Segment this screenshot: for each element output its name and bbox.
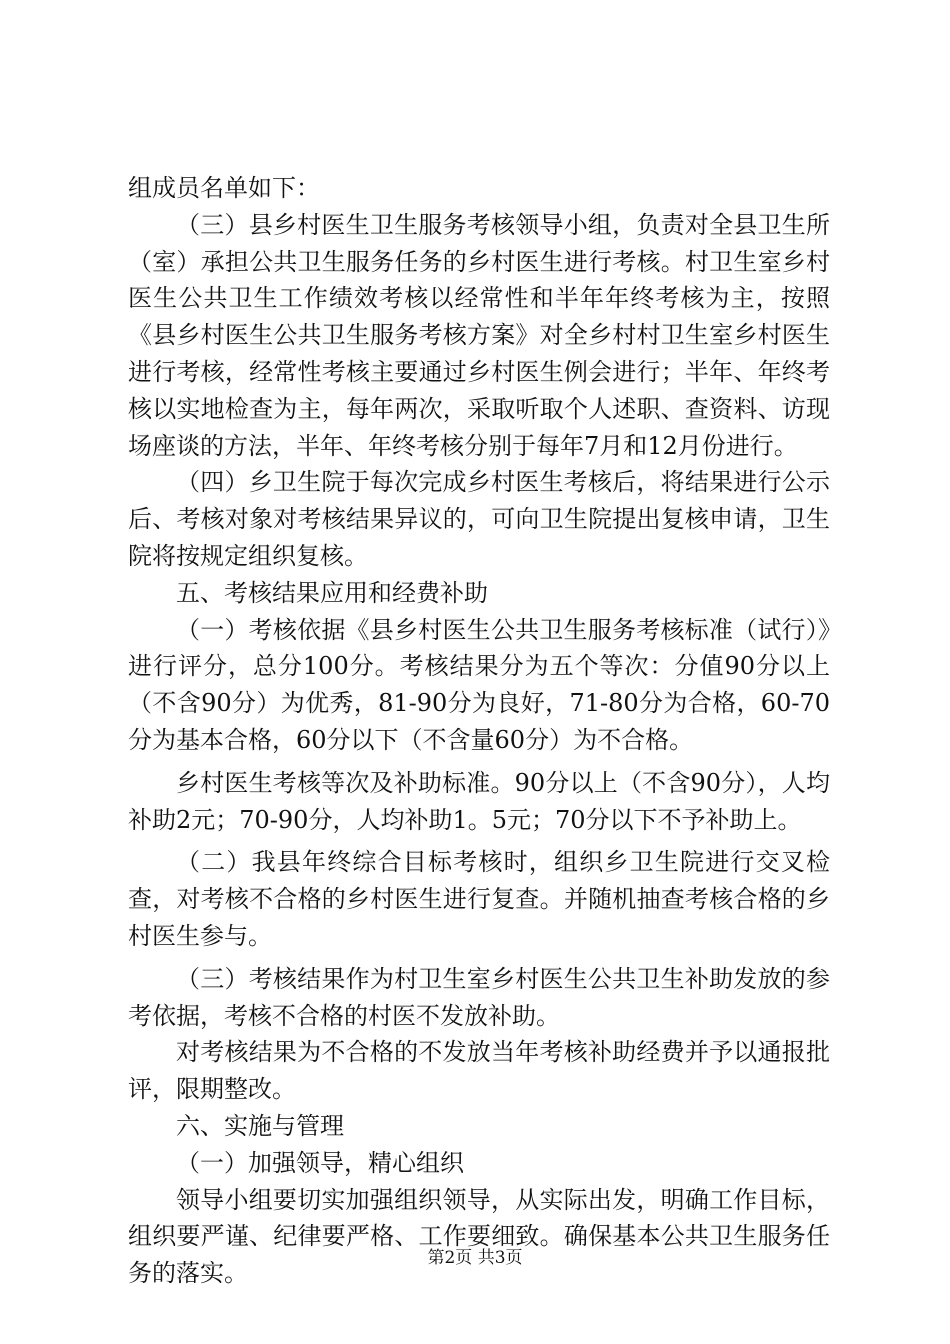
subheading-1-leadership: （一）加强领导，精心组织 bbox=[176, 1148, 464, 1177]
paragraph-subsidy-standard: 乡村医生考核等次及补助标准。90分以上（不含90分），人均补助2元；70-90分，人均补助1。5元；70分以下不予补助上。 bbox=[128, 768, 830, 834]
paragraph-failed-handling: 对考核结果为不合格的不发放当年考核补助经费并予以通报批评，限期整改。 bbox=[128, 1038, 830, 1104]
section-heading-5: 五、考核结果应用和经费补助 bbox=[176, 578, 488, 607]
page-footer: 第2页 共3页 bbox=[427, 1248, 523, 1268]
paragraph-item-2-cross-check: （二）我县年终综合目标考核时，组织乡卫生院进行交叉检查，对考核不合格的乡村医生进行复查。并随机抽查考核合格的乡村医生参与。 bbox=[128, 848, 830, 950]
paragraph-leadership-requirements: 领导小组要切实加强组织领导，从实际出发，明确工作目标，组织要严谨、纪律要严格、工作要细致。确保基本公共卫生服务任务的落实。 bbox=[128, 1185, 830, 1288]
paragraph-continuation: 组成员名单如下： bbox=[128, 174, 320, 202]
paragraph-item-1-scoring: （一）考核依据《县乡村医生公共卫生服务考核标准（试行）》进行评分，总分100分。考核结果分为五个等次：分值90分以上（不含90分）为优秀，81-90分为良好，71-80分为合格，60-70分为基本合格，60分以下（不含量60分）为不合格。 bbox=[128, 615, 830, 754]
paragraph-item-4-review: （四）乡卫生院于每次完成乡村医生考核后，将结果进行公示后、考核对象对考核结果异议的，可向卫生院提出复核申请，卫生院将按规定组织复核。 bbox=[128, 468, 830, 570]
paragraph-item-3-results-usage: （三）考核结果作为村卫生室乡村医生公共卫生补助发放的参考依据，考核不合格的村医不发放补助。 bbox=[128, 964, 830, 1030]
paragraph-item-3-leadership-group: （三）县乡村医生卫生服务考核领导小组，负责对全县卫生所（室）承担公共卫生服务任务的乡村医生进行考核。村卫生室乡村医生公共卫生工作绩效考核以经常性和半年年终考核为主，按照《县乡村医生公共卫生服务考核方案》对全乡村村卫生室乡村医生进行考核，经常性考核主要通过乡村医生例会进行；半年、年终考核以实地检查为主，每年两次，采取听取个人述职、查资料、访现场座谈的方法，半年、年终考核分别于每年7月和12月份进行。 bbox=[128, 210, 830, 460]
section-heading-6: 六、实施与管理 bbox=[176, 1111, 344, 1140]
document-body bbox=[128, 170, 830, 1292]
